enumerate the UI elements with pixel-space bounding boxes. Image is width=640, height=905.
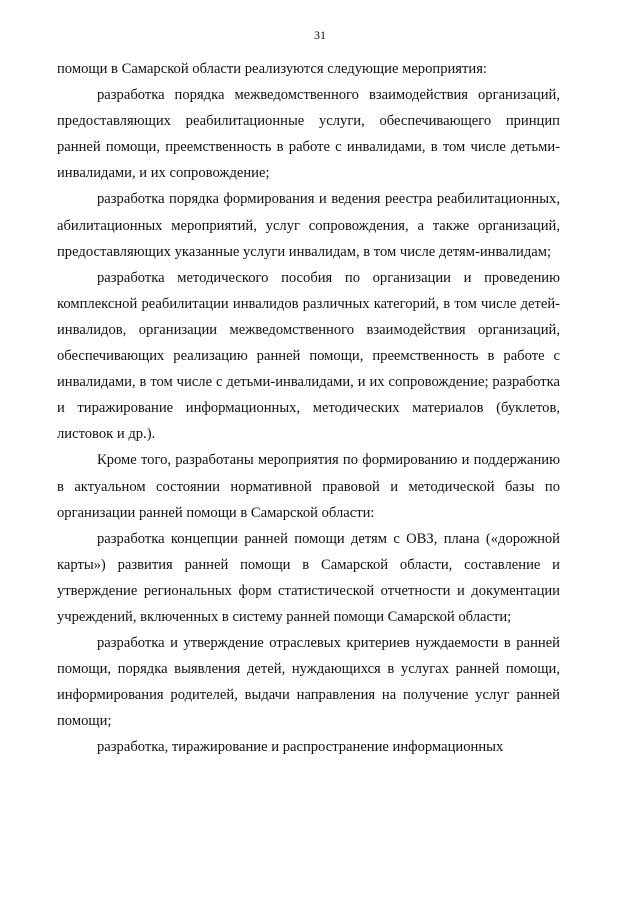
paragraph-methodical-manual: разработка методического пособия по организации и проведению комплексной реабилитации инвалидов различных категорий, в том числе детей-инвалидов, организации межведомственного взаимодействия организаций, обеспечивающих реализацию ранней помощи, преемственность в работе с инвалидами, в том числе с детьми-инвалидами, и их сопровождение; разработка и тиражирование информационных, методических материалов (буклетов, листовок и др.). bbox=[57, 269, 560, 443]
document-body bbox=[57, 56, 560, 761]
paragraph-interagency-procedure: разработка порядка межведомственного взаимодействия организаций, предоставляющих реабилитационные услуги, обеспечивающего принцип ранней помощи, преемственность в работе с инвалидами, в том числе детьми-инвалидами, и их сопровождение; bbox=[57, 87, 560, 182]
paragraph-info-distribution: разработка, тиражирование и распространение информационных bbox=[97, 739, 504, 756]
paragraph-regulatory-base: Кроме того, разработаны мероприятия по формированию и поддержанию в актуальном состоянии нормативной правовой и методической базы по организации ранней помощи в Самарской области: bbox=[57, 452, 560, 521]
paragraph-concept-early-help: разработка концепции ранней помощи детям с ОВЗ, плана («дорожной карты») развития ранней помощи в Самарской области, составление и утверждение региональных форм статистической отчетности и документации учреждений, включенных в систему ранней помощи Самарской области; bbox=[57, 530, 560, 625]
page-number: 31 bbox=[314, 28, 326, 42]
paragraph-criteria-need: разработка и утверждение отраслевых критериев нуждаемости в ранней помощи, порядка выявления детей, нуждающихся в услугах ранней помощи, информирования родителей, выдачи направления на получение услуг ранней помощи; bbox=[57, 635, 560, 730]
paragraph-continuation: помощи в Самарской области реализуются следующие мероприятия: bbox=[57, 61, 487, 77]
paragraph-registry-procedure: разработка порядка формирования и ведения реестра реабилитационных, абилитационных мероприятий, услуг сопровождения, а также организаций, предоставляющих указанные услуги инвалидам, в том числе детям-инвалидам; bbox=[57, 191, 560, 260]
